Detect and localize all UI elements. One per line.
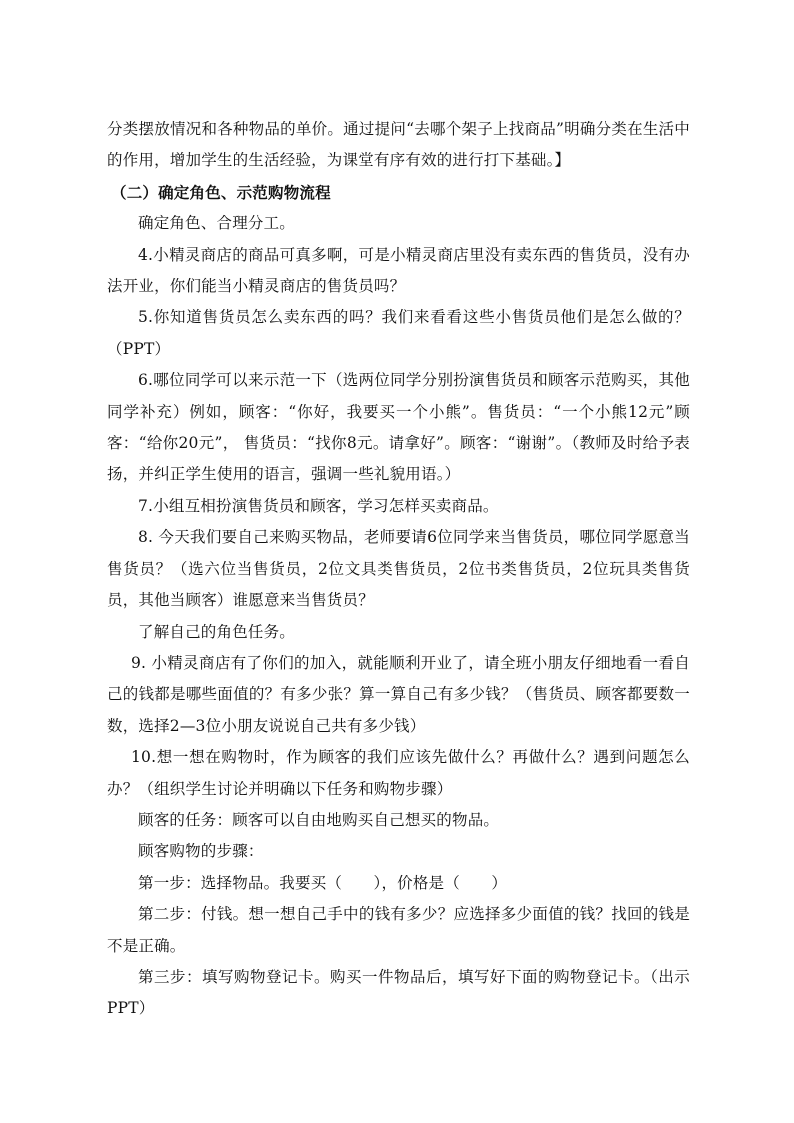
paragraph-step-10: 10.想一想在购物时，作为顾客的我们应该先做什么？再做什么？遇到问题怎么办？（组织学生讨论并明确以下任务和购物步骤）: [107, 748, 690, 798]
paragraph-step-5: 5.你知道售货员怎么卖东西的吗？我们来看看这些小售货员他们是怎么做的？（PPT）: [107, 308, 690, 358]
paragraph-step-7: 7.小组互相扮演售货员和顾客，学习怎样买卖商品。: [138, 496, 499, 515]
paragraph-step-8: 8. 今天我们要自己来购买物品，老师要请6位同学来当售货员，哪位同学愿意当售货员？（选六位当售货员，2位文具类售货员，2位书类售货员，2位玩具类售货员，其他当顾客）谁愿意来当售货员？: [107, 528, 690, 610]
paragraph-purchase-steps-label: 顾客购物的步骤：: [138, 842, 264, 861]
paragraph-step-9: 9. 小精灵商店有了你们的加入，就能顺利开业了，请全班小朋友仔细地看一看自己的钱都是哪些面值的？有多少张？算一算自己有多少钱？（售货员、顾客都要数一数，选择2—3位小朋友说说自己共有多少钱）: [107, 653, 690, 735]
paragraph-customer-task: 顾客的任务：顾客可以自由地购买自己想买的物品。: [138, 810, 500, 829]
paragraph-role-tasks: 了解自己的角色任务。: [138, 622, 296, 641]
paragraph-intro-continuation: 分类摆放情况和各种物品的单价。通过提问“去哪个架子上找商品”明确分类在生活中的作用，增加学生的生活经验，为课堂有序有效的进行打下基础。】: [107, 120, 690, 170]
paragraph-step-6: 6.哪位同学可以来示范一下（选两位同学分别扮演售货员和顾客示范购买，其他同学补充）例如，顾客：“你好，我要买一个小熊”。售货员：“一个小熊12元”顾客：“给你20元”， 售货员：“找你8元。请拿好”。顾客：“谢谢”。（教师及时给予表扬，并纠正学生使用的语言，强调一些礼貌用语。）: [107, 371, 690, 484]
paragraph-purchase-step-1: 第一步：选择物品。我要买（ ），价格是（ ）: [138, 873, 508, 892]
paragraph-step-4: 4.小精灵商店的商品可真多啊，可是小精灵商店里没有卖东西的售货员，没有办法开业，你们能当小精灵商店的售货员吗？: [107, 245, 690, 296]
section-heading: （二）确定角色、示范购物流程: [111, 182, 331, 202]
paragraph-roles: 确定角色、合理分工。: [138, 214, 296, 233]
document-body: [107, 114, 690, 1025]
paragraph-purchase-step-2: 第二步：付钱。想一想自己手中的钱有多少？应选择多少面值的钱？找回的钱是不是正确。: [107, 905, 690, 955]
paragraph-purchase-step-3: 第三步：填写购物登记卡。购买一件物品后，填写好下面的购物登记卡。（出示PPT）: [107, 967, 690, 1018]
